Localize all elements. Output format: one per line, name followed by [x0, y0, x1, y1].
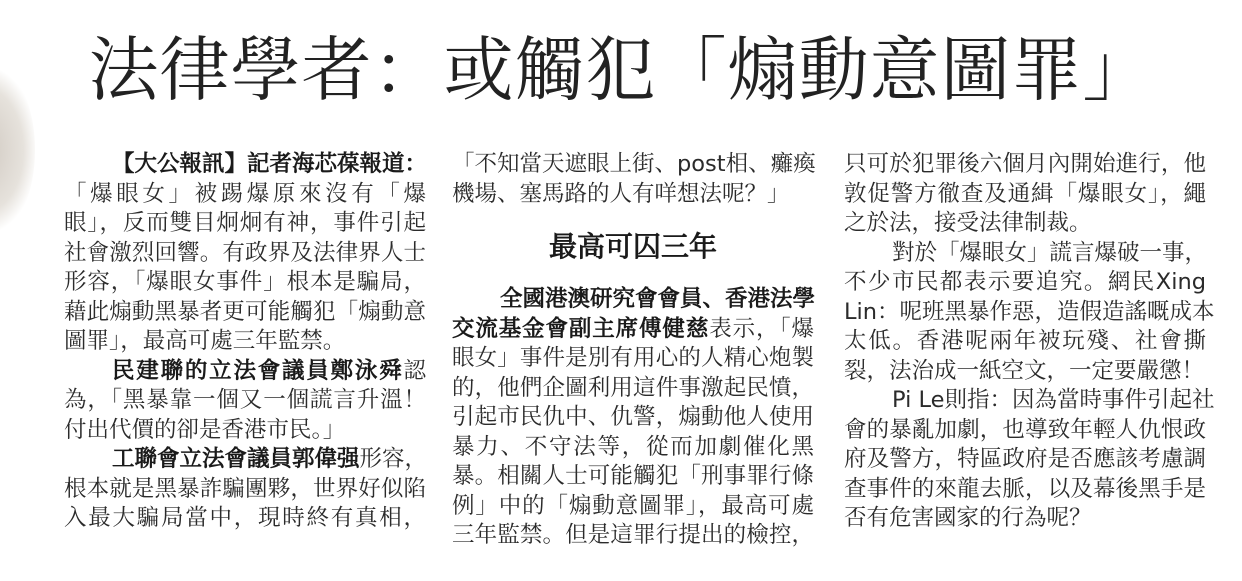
body-text: 否有危害國家的行為呢？: [844, 505, 1092, 531]
body-text: 敦促警方徹查及通緝「爆眼女」，繩: [844, 180, 1206, 207]
headline: 法律學者：或觸犯「煽動意圖罪」: [88, 29, 1154, 111]
text-line: [452, 462, 814, 492]
body-text: 三年監禁。但是這罪行提出的檢控，: [452, 522, 814, 548]
paragraph: [452, 285, 814, 551]
paragraph: [64, 357, 426, 446]
text-line: [452, 285, 814, 315]
body-text: 引起市民仇中、仇警，煽動他人使用: [452, 404, 814, 430]
body-text: Lin：呢班黑暴作惡，造假造謠嘅成本: [844, 298, 1215, 325]
bold-name-text: 交流基金會副主席傅健慈: [452, 315, 710, 342]
paragraph: [844, 386, 1215, 534]
paragraph: [64, 445, 426, 534]
body-text: 暴。相關人士可能觸犯「刑事罪行條: [452, 463, 814, 489]
body-text: 藉此煽動黑暴者更可能觸犯「煽動意: [64, 298, 426, 325]
text-line: [64, 180, 426, 210]
article-column-3: [844, 150, 1215, 534]
body-text: 太低。香港呢兩年被玩殘、社會撕: [844, 328, 1206, 354]
text-line: [64, 386, 426, 416]
article-column-1: [64, 150, 426, 534]
body-text: 的，他們企圖利用這件事激起民憤，: [452, 374, 814, 401]
text-line: [64, 475, 426, 505]
text-line: [844, 416, 1206, 446]
body-text: 表示，「爆: [709, 315, 814, 342]
subheading: 最高可囚三年: [548, 230, 717, 263]
text-line: [844, 475, 1206, 505]
text-line: [452, 150, 814, 180]
body-text: 入最大騙局當中，現時終有真相，: [64, 505, 426, 531]
body-text: 裂，法治成一紙空文，一定要嚴懲！: [844, 357, 1205, 384]
body-text: 暴力、不守法等，從而加劇催化黑: [452, 433, 814, 460]
body-text: 之於法，接受法律制裁。: [844, 210, 1092, 236]
text-line: [452, 492, 814, 522]
body-text: 付出代價的卻是香港市民。」: [64, 416, 346, 443]
paragraph: [844, 150, 1206, 239]
text-line: [844, 209, 1206, 239]
text-line: [64, 445, 426, 475]
paragraph: [844, 239, 1215, 387]
body-text: 不少市民都表示要追究。網民Xing: [844, 269, 1206, 295]
text-line: [452, 403, 814, 433]
body-text: 府及警方，特區政府是否應該考慮調: [844, 446, 1206, 472]
body-text: 圖罪」，最高可處三年監禁。: [64, 328, 346, 354]
text-line: [64, 298, 426, 328]
text-line: [64, 504, 426, 534]
text-line: [844, 239, 1206, 269]
bold-name-text: 工聯會立法會議員郭偉强: [112, 446, 360, 472]
body-text: 例」中的「煽動意圖罪」，最高可處: [452, 492, 814, 519]
bold-name-text: 【大公報訊】記者海芯葆報道：: [112, 151, 428, 177]
body-text: 對於「爆眼女」謊言爆破一事，: [892, 239, 1208, 266]
body-text: 為，「黑暴靠一個又一個謊言升溫！: [64, 387, 426, 413]
text-line: [452, 374, 814, 404]
body-text: 根本就是黑暴詐騙團夥，世界好似陷: [64, 475, 426, 502]
text-line: [844, 268, 1206, 298]
text-line: [844, 386, 1215, 416]
paragraph: [452, 150, 814, 209]
text-line: [64, 268, 426, 298]
body-text: 認: [403, 357, 426, 384]
body-text: 形容，「爆眼女事件」根本是騙局，: [64, 269, 426, 295]
text-line: [844, 180, 1206, 210]
body-text: 機場、塞馬路的人有咩想法呢？」: [452, 180, 790, 207]
body-text: Pi Le則指：因為當時事件引起社: [892, 387, 1215, 413]
text-line: [64, 150, 426, 180]
body-text: 「不知當天遮眼上街、post相、癱瘓: [452, 151, 816, 177]
text-line: [64, 416, 426, 446]
body-text: 查事件的來龍去脈，以及幕後黑手是: [844, 475, 1206, 502]
text-line: [452, 433, 814, 463]
paragraph: [64, 150, 426, 357]
body-text: 會的暴亂加劇，也導致年輕人仇恨政: [844, 416, 1206, 443]
text-line: [64, 239, 426, 269]
text-line: [844, 445, 1206, 475]
text-line: [844, 150, 1206, 180]
text-line: [844, 327, 1206, 357]
text-line: [452, 315, 814, 345]
text-line: [452, 180, 814, 210]
body-text: 眼女」事件是別有用心的人精心炮製: [452, 345, 814, 371]
article-column-2: [452, 150, 814, 551]
body-text: 「爆眼女」被踢爆原來沒有「爆: [64, 180, 426, 207]
body-text: 眼」，反而雙目炯炯有神，事件引起: [64, 210, 426, 236]
bold-name-text: 全國港澳研究會會員、香港法學: [500, 286, 816, 312]
text-line: [64, 209, 426, 239]
text-line: [844, 298, 1215, 328]
text-line: [844, 504, 1206, 534]
text-line: [64, 327, 426, 357]
text-line: [452, 344, 814, 374]
text-line: [64, 357, 426, 387]
body-text: 形容，: [359, 446, 428, 472]
bold-name-text: 民建聯的立法會議員鄭泳舜: [112, 357, 404, 384]
text-line: [452, 521, 814, 551]
body-text: 社會激烈回響。有政界及法律界人士: [64, 239, 426, 266]
body-text: 只可於犯罪後六個月內開始進行，他: [844, 151, 1206, 177]
text-line: [844, 357, 1206, 387]
